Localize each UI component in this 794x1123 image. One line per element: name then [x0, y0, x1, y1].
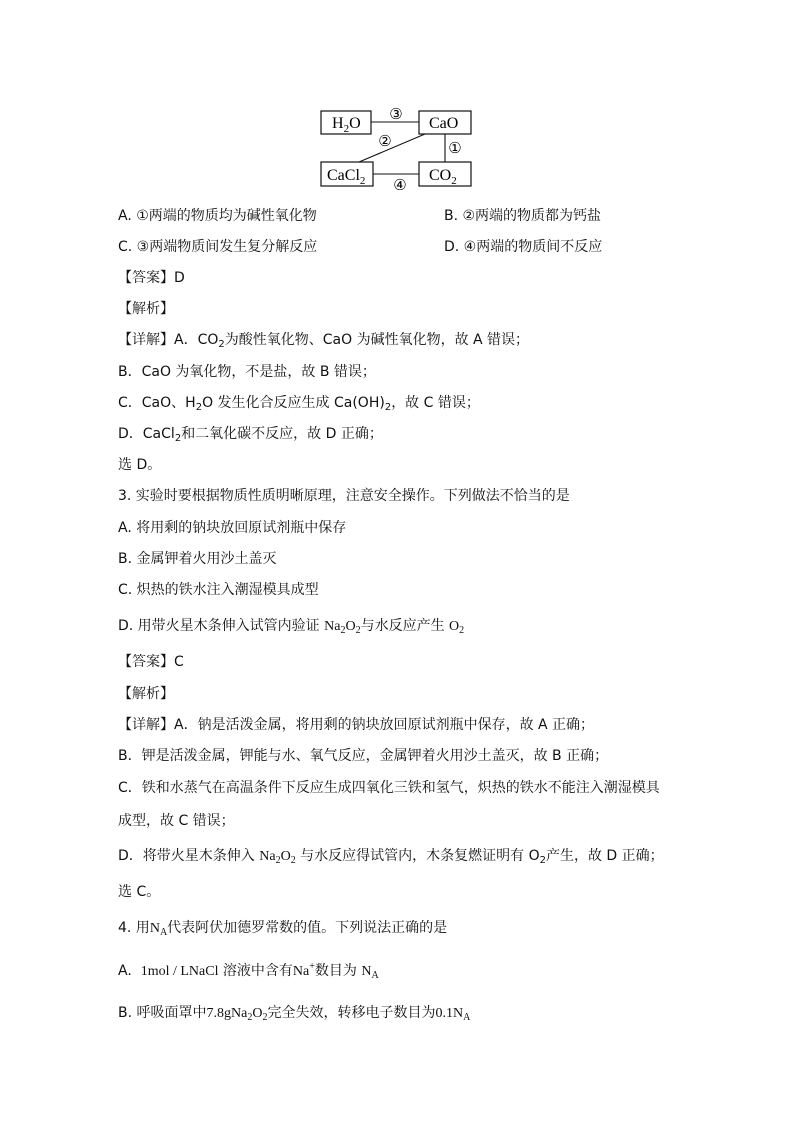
q2-detail-d: D．CaCl$_2$和二氧化碳不反应，故 D 正确；: [118, 426, 383, 444]
q3-detail-d: D．将带火星木条伸入 $Na_2O_2$ 与水反应得试管内，木条复燃证明有 $O_2$产生，故 D 正确；: [118, 848, 664, 866]
q4-option-b: B. 呼吸面罩中$7.8gNa_2O_2$完全失效，转移电子数目为$0.1N_A$: [118, 1005, 471, 1023]
link-2: [359, 134, 425, 162]
q3-detail-c-line2: 成型，故 C 错误；: [118, 813, 235, 829]
q3-conclusion: 选 C。: [118, 884, 161, 900]
q2-answer: 【答案】D: [118, 270, 185, 286]
q2-option-d: D. ④两端的物质间不反应: [444, 239, 603, 255]
q3-option-a: A. 将用剩的钠块放回原试剂瓶中保存: [118, 520, 347, 536]
q3-analysis-heading: 【解析】: [118, 686, 174, 702]
q3-option-b: B. 金属钾着火用沙土盖灭: [118, 551, 277, 567]
q3-detail-c-line1: C．铁和水蒸气在高温条件下反应生成四氧化三铁和氢气，炽热的铁水不能注入潮湿模具: [118, 780, 660, 796]
q2-option-c: C. ③两端物质间发生复分解反应: [118, 239, 318, 255]
q3-option-d: D. 用带火星木条伸入试管内验证 $Na_2O_2$与水反应产生 $O_2$: [118, 618, 465, 636]
q4-stem: 4. 用$N_A$代表阿伏加德罗常数的值。下列说法正确的是: [118, 920, 448, 938]
link-1-number: ①: [448, 141, 462, 157]
cacl2-label: CaCl$_2$: [327, 167, 366, 187]
q2-detail-b: B．CaO 为氧化物，不是盐，故 B 错误；: [118, 364, 376, 380]
q2-option-b: B. ②两端的物质都为钙盐: [444, 208, 602, 224]
q3-detail-a: 【详解】A．钠是活泼金属，将用剩的钠块放回原试剂瓶中保存，故 A 正确；: [118, 717, 595, 733]
q2-detail-c: C．CaO、$H_2O$ 发生化合反应生成 $Ca(OH)_2$，故 C 错误；: [118, 395, 480, 413]
q2-option-a: A. ①两端的物质均为碱性氧化物: [118, 208, 317, 224]
q3-answer: 【答案】C: [118, 654, 184, 670]
q4-option-a: A. 1mol / LNaCl 溶液中含有Na+数目为 $N_A$: [118, 961, 379, 981]
link-2-number: ②: [378, 134, 392, 150]
substance-relation-diagram: [315, 104, 485, 190]
q2-conclusion: 选 D。: [118, 457, 162, 473]
link-4-number: ④: [393, 178, 407, 190]
q3-stem: 3. 实验时要根据物质性质明晰原理，注意安全操作。下列做法不恰当的是: [118, 488, 570, 504]
q3-option-c: C. 炽热的铁水注入潮湿模具成型: [118, 582, 319, 598]
co2-label: $CO_2$: [429, 167, 457, 187]
link-3-number: ③: [389, 107, 403, 123]
q2-detail-a: 【详解】A．$CO_2$为酸性氧化物、CaO 为碱性氧化物，故 A 错误；: [118, 332, 530, 350]
q2-analysis-heading: 【解析】: [118, 301, 174, 317]
q3-detail-b: B．钾是活泼金属，钾能与水、氧气反应，金属钾着火用沙土盖灭，故 B 正确；: [118, 748, 609, 764]
h2o-label: $H_2O$: [332, 115, 361, 135]
cao-label: CaO: [429, 115, 459, 132]
